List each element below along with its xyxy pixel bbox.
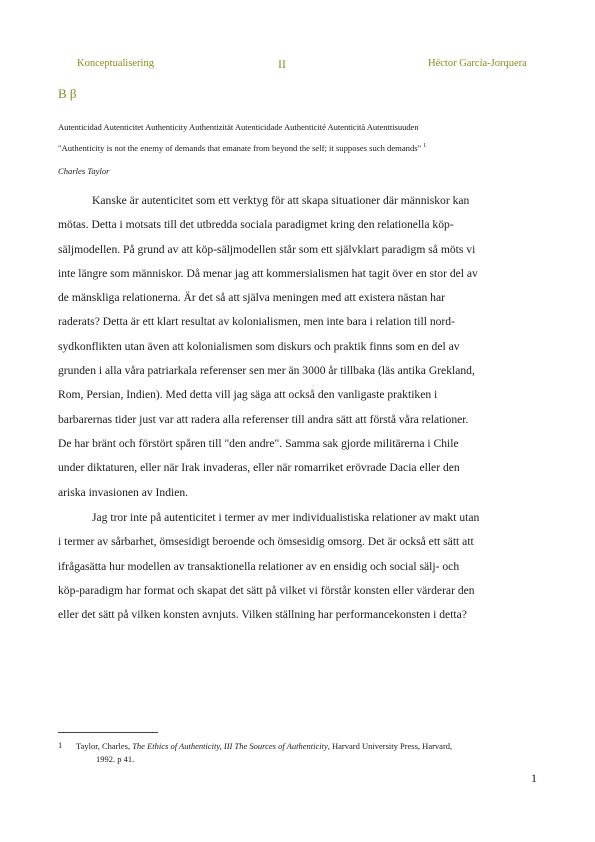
paragraph-line: Jag tror inte på autenticitet i termer av mer individualistiska relationer av makt utan bbox=[92, 511, 480, 524]
epigraph-quote bbox=[58, 143, 426, 153]
paragraph-line: mötas. Detta i motsats till det utbredda sociala paradigmet kring den relationella köp- bbox=[58, 218, 454, 232]
paragraph-line: barbarernas tider just var att radera alla referenser till andra sätt att förstå våra relationer. bbox=[58, 412, 469, 426]
paragraph-line: i termer av sårbarhet, ömsesidigt beroende och ömsesidig omsorg. Det är också ett sätt att bbox=[58, 535, 474, 549]
paragraph-line: under diktaturen, eller när Irak invaderas, eller när romarriket erövrade Dacia eller den bbox=[58, 461, 460, 475]
paragraph-line: Rom, Persian, Indien). Med detta vill jag säga att också den vanligaste praktiken i bbox=[58, 388, 438, 402]
epigraph-quote-text: "Authenticity is not the enemy of demands that emanate from beyond the self; it supposes such demands" bbox=[58, 143, 422, 153]
footnote-author: Taylor, Charles, bbox=[76, 741, 133, 751]
header-chapter-number: II bbox=[278, 57, 286, 71]
footnote-number: 1 bbox=[58, 740, 63, 750]
paragraph-line: De har bränt och förstört spåren till "den andre". Samma sak gjorde militärerna i Chile bbox=[58, 436, 459, 450]
footnote-reference[interactable]: 1 bbox=[423, 143, 427, 150]
epigraph-author: Charles Taylor bbox=[58, 166, 110, 176]
paragraph-line: de mänskliga relationerna. Är det så att själva meningen med att existera nästan har bbox=[58, 291, 445, 305]
paragraph-line: köp-paradigm har format och skapat det sätt på vilket vi förstår konsten eller värderar den bbox=[58, 583, 475, 597]
paragraph-line: eller det sätt på vilken konsten avnjuts. Vilken ställning har performancekonsten i detta? bbox=[58, 608, 467, 622]
paragraph-line: sydkonflikten utan även att kolonialismen som diskurs och praktik finns som en del av bbox=[58, 339, 460, 353]
footnote-title: The Ethics of Authenticity, III The Sources of Authenticity bbox=[132, 741, 328, 751]
body-paragraph-1 bbox=[58, 189, 541, 505]
paragraph-line: inte längre som människor. Då menar jag att kommersialismen hat tagit över en stor del av bbox=[58, 266, 478, 280]
footnote-text bbox=[76, 740, 526, 766]
section-label: Β β bbox=[58, 86, 77, 101]
footnote-separator bbox=[58, 732, 158, 733]
header-author: Héctor García-Jorquera bbox=[428, 58, 527, 69]
paragraph-line: ifrågasätta hur modellen av transaktionella relationer av en ensidig och social sälj- och bbox=[58, 559, 460, 573]
header-left-title: Konceptualisering bbox=[77, 58, 154, 69]
paragraph-line: ariska invasionen av Indien. bbox=[58, 485, 189, 499]
paragraph-line: Kanske är autenticitet som ett verktyg för att skapa situationer där människor kan bbox=[92, 194, 470, 207]
paragraph-line: säljmodellen. På grund av att köp-säljmodellen står som ett självklart paradigm så möts vi bbox=[58, 242, 476, 256]
body-paragraph-2 bbox=[58, 506, 541, 627]
paragraph-line: grunden i alla våra patriarkala referenser sen mer än 3000 år tillbaka (läs antika Grekland, bbox=[58, 364, 475, 378]
page-number: 1 bbox=[531, 771, 537, 785]
paragraph-line: raderats? Detta är ett klart resultat av kolonialismen, men inte bara i relation till nord- bbox=[58, 315, 455, 329]
footnote-line-2: 1992. p 41. bbox=[96, 754, 135, 764]
footnote-line-1 bbox=[76, 740, 526, 753]
footnote-publisher: , Harvard University Press, Harvard, bbox=[327, 741, 453, 751]
authenticity-translations: Autenticidad Autenticitet Authenticity Authentizität Autenticidade Authenticité Autenticità Autenttisuuden bbox=[58, 122, 419, 132]
